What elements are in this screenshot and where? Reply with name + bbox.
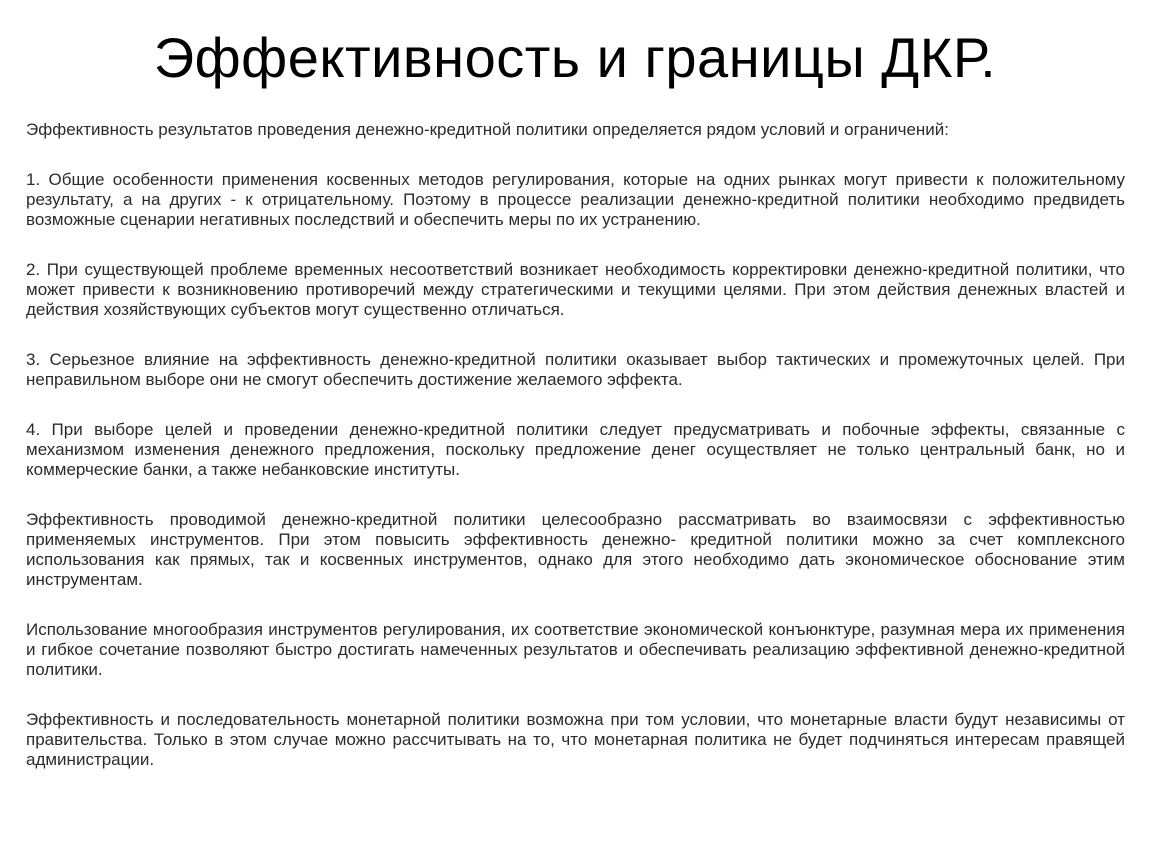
slide-title: Эффективность и границы ДКР.: [153, 26, 997, 89]
paragraph-instruments-efficiency: Эффективность проводимой денежно-кредитной политики целесообразно рассматривать во взаимосвязи с эффективностью применяемых инструментов. При этом повысить эффективность денежно- кредитной политики можно за счет комплексного использования как прямых, так и косвенных инструментов, однако для этого необходимо дать экономическое обоснование этим инструментам.: [26, 510, 1125, 589]
paragraph-independence: Эффективность и последовательность монетарной политики возможна при том условии, что монетарные власти будут независимы от правительства. Только в этом случае можно рассчитывать на то, что монетарная политика не будет подчиняться интересам правящей администрации.: [26, 710, 1125, 769]
paragraph-instruments-diversity: Использование многообразия инструментов регулирования, их соответствие экономической конъюнктуре, разумная мера их применения и гибкое сочетание позволяют быстро достигать намеченных результатов и обеспечивать реализацию эффективной денежно-кредитной политики.: [26, 620, 1125, 679]
slide-body: [26, 120, 1125, 800]
paragraph-4: 4. При выборе целей и проведении денежно-кредитной политики следует предусматривать и побочные эффекты, связанные с механизмом изменения денежного предложения, поскольку предложение денег осуществляет не только центральный банк, но и коммерческие банки, а также небанковские институты.: [26, 420, 1125, 479]
intro-paragraph: Эффективность результатов проведения денежно-кредитной политики определяется рядом условий и ограничений:: [26, 120, 949, 139]
paragraph-3: 3. Серьезное влияние на эффективность денежно-кредитной политики оказывает выбор тактических и промежуточных целей. При неправильном выборе они не смогут обеспечить достижение желаемого эффекта.: [26, 350, 1125, 389]
paragraph-2: 2. При существующей проблеме временных несоответствий возникает необходимость корректировки денежно-кредитной политики, что может привести к возникновению противоречий между стратегическими и текущими целями. При этом действия денежных властей и действия хозяйствующих субъектов могут существенно отличаться.: [26, 260, 1125, 319]
paragraph-1: 1. Общие особенности применения косвенных методов регулирования, которые на одних рынках могут привести к положительному результату, а на других - к отрицательному. Поэтому в процессе реализации денежно-кредитной политики необходимо предвидеть возможные сценарии негативных последствий и обеспечить меры по их устранению.: [26, 170, 1125, 229]
